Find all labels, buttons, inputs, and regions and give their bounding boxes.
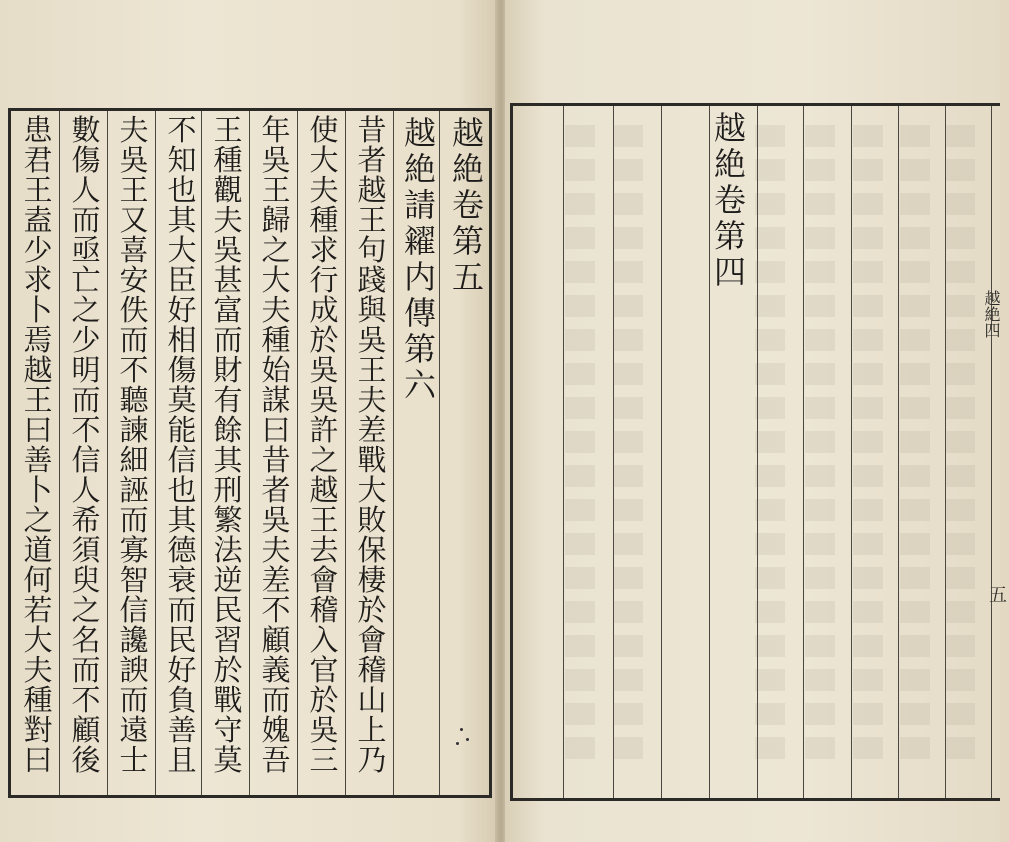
text-column: 不 知 也 其 大 臣 好 相 傷 莫 能 信 也 其 德 衰 而 民 好 負 善 且 [167, 113, 197, 777]
text-column: 使 大 夫 種 求 行 成 於 吳 吳 許 之 越 王 去 會 稽 入 官 於 吳 三 [309, 113, 339, 777]
bleed-through-shadow [805, 125, 835, 765]
bleed-through-shadow [900, 125, 930, 765]
page-number: 五 [986, 585, 1007, 603]
column-rule [393, 111, 394, 795]
text-column: 夫 吳 王 又 喜 安 佚 而 不 聽 諫 細 誣 而 寡 智 信 讒 諛 而 遠 士 [119, 113, 149, 777]
text-column: 數 傷 人 而 亟 亡 之 少 明 而 不 信 人 希 須 臾 之 名 而 不 顧 後 [71, 113, 101, 777]
ink-mark [460, 728, 463, 731]
column-rule [59, 111, 60, 795]
text-column: 越 絶 請 糴 内 傳 第 六 [403, 114, 436, 404]
column-rule [155, 111, 156, 795]
volume-title-column: 越 絶 卷 第 四 [713, 109, 746, 291]
text-column: 患 君 王 盍 少 求 卜 焉 越 王 曰 善 卜 之 道 何 若 大 夫 種 對 曰 [23, 113, 53, 777]
text-column: 王 種 觀 夫 吳 甚 富 而 財 有 餘 其 刑 繁 法 逆 民 習 於 戰 守 莫 [213, 113, 243, 777]
column-rule [898, 106, 899, 798]
column-rule [803, 106, 804, 798]
column-rule [661, 106, 662, 798]
ink-mark [456, 742, 459, 745]
right-edge-label: 越絶四 [982, 290, 1001, 338]
text-column: 年 吳 王 歸 之 大 夫 種 始 謀 曰 昔 者 吳 夫 差 不 顧 義 而 媿 吾 [261, 113, 291, 777]
text-column: 昔 者 越 王 句 踐 與 吳 王 夫 差 戰 大 敗 保 棲 於 會 稽 山 上 乃 [357, 113, 387, 777]
column-rule [249, 111, 250, 795]
column-rule [107, 111, 108, 795]
column-rule [563, 106, 564, 798]
bleed-through-shadow [613, 125, 643, 765]
text-column: 越 絶 卷 第 五 [451, 114, 484, 296]
bleed-through-shadow [565, 125, 595, 765]
left-text-frame [8, 108, 492, 798]
column-rule [297, 111, 298, 795]
left-page [0, 0, 497, 842]
column-rule [345, 111, 346, 795]
bleed-through-shadow [755, 125, 785, 765]
bleed-through-shadow [945, 125, 975, 765]
column-rule [991, 106, 992, 798]
column-rule [851, 106, 852, 798]
bleed-through-shadow [853, 125, 883, 765]
ink-mark [466, 738, 469, 741]
